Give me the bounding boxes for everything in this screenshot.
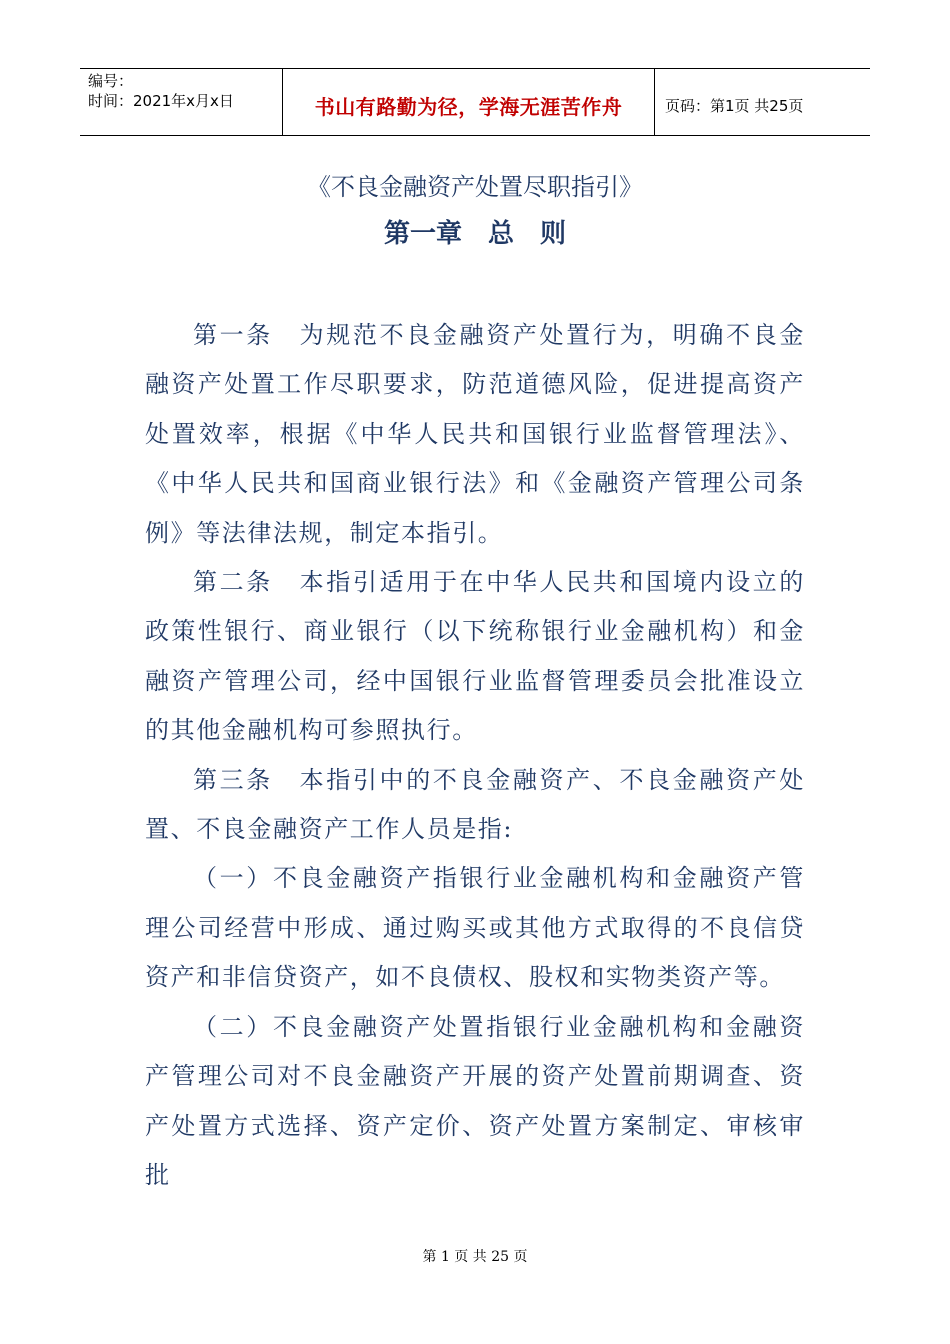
header-table [80,68,870,136]
date-label: 时间：2021年x月x日 [88,92,234,110]
header-info-cell [80,69,282,135]
number-label: 编号： [88,72,134,90]
article-1-paragraph: 第一条 为规范不良金融资产处置行为，明确不良金融资产处置工作尽职要求，防范道德风险，促进提高资产处置效率，根据《中华人民共和国银行业监督管理法》、《中华人民共和国商业银行法》和《金融资产管理公司条例》等法律法规，制定本指引。 [145,321,805,547]
motto-text: 书山有路勤为径，学海无涯苦作舟 [314,94,623,119]
article-3-paragraph: 第三条 本指引中的不良金融资产、不良金融资产处置、不良金融资产工作人员是指: [145,765,805,844]
header-motto-cell [282,69,655,135]
header-page-cell [655,69,870,135]
chapter-title: 第一章 总 则 [383,219,566,249]
article-3-item-2-paragraph: （二）不良金融资产处置指银行业金融机构和金融资产管理公司对不良金融资产开展的资产处置前期调查、资产处置方式选择、资产定价、资产处置方案制定、审核审批 [145,1012,805,1189]
page-label: 页码：第1页 共25页 [665,96,804,115]
article-2-paragraph: 第二条 本指引适用于在中华人民共和国境内设立的政策性银行、商业银行（以下统称银行业金融机构）和金融资产管理公司，经中国银行业监督管理委员会批准设立的其他金融机构可参照执行。 [145,568,805,745]
document-body [145,311,805,1200]
article-3-item-1-paragraph: （一）不良金融资产指银行业金融机构和金融资产管理公司经营中形成、通过购买或其他方式取得的不良信贷资产和非信贷资产，如不良债权、股权和实物类资产等。 [145,864,805,992]
document-title: 《不良金融资产处置尽职指引》 [307,173,643,201]
page-footer: 第 1 页 共 25 页 [422,1249,528,1265]
